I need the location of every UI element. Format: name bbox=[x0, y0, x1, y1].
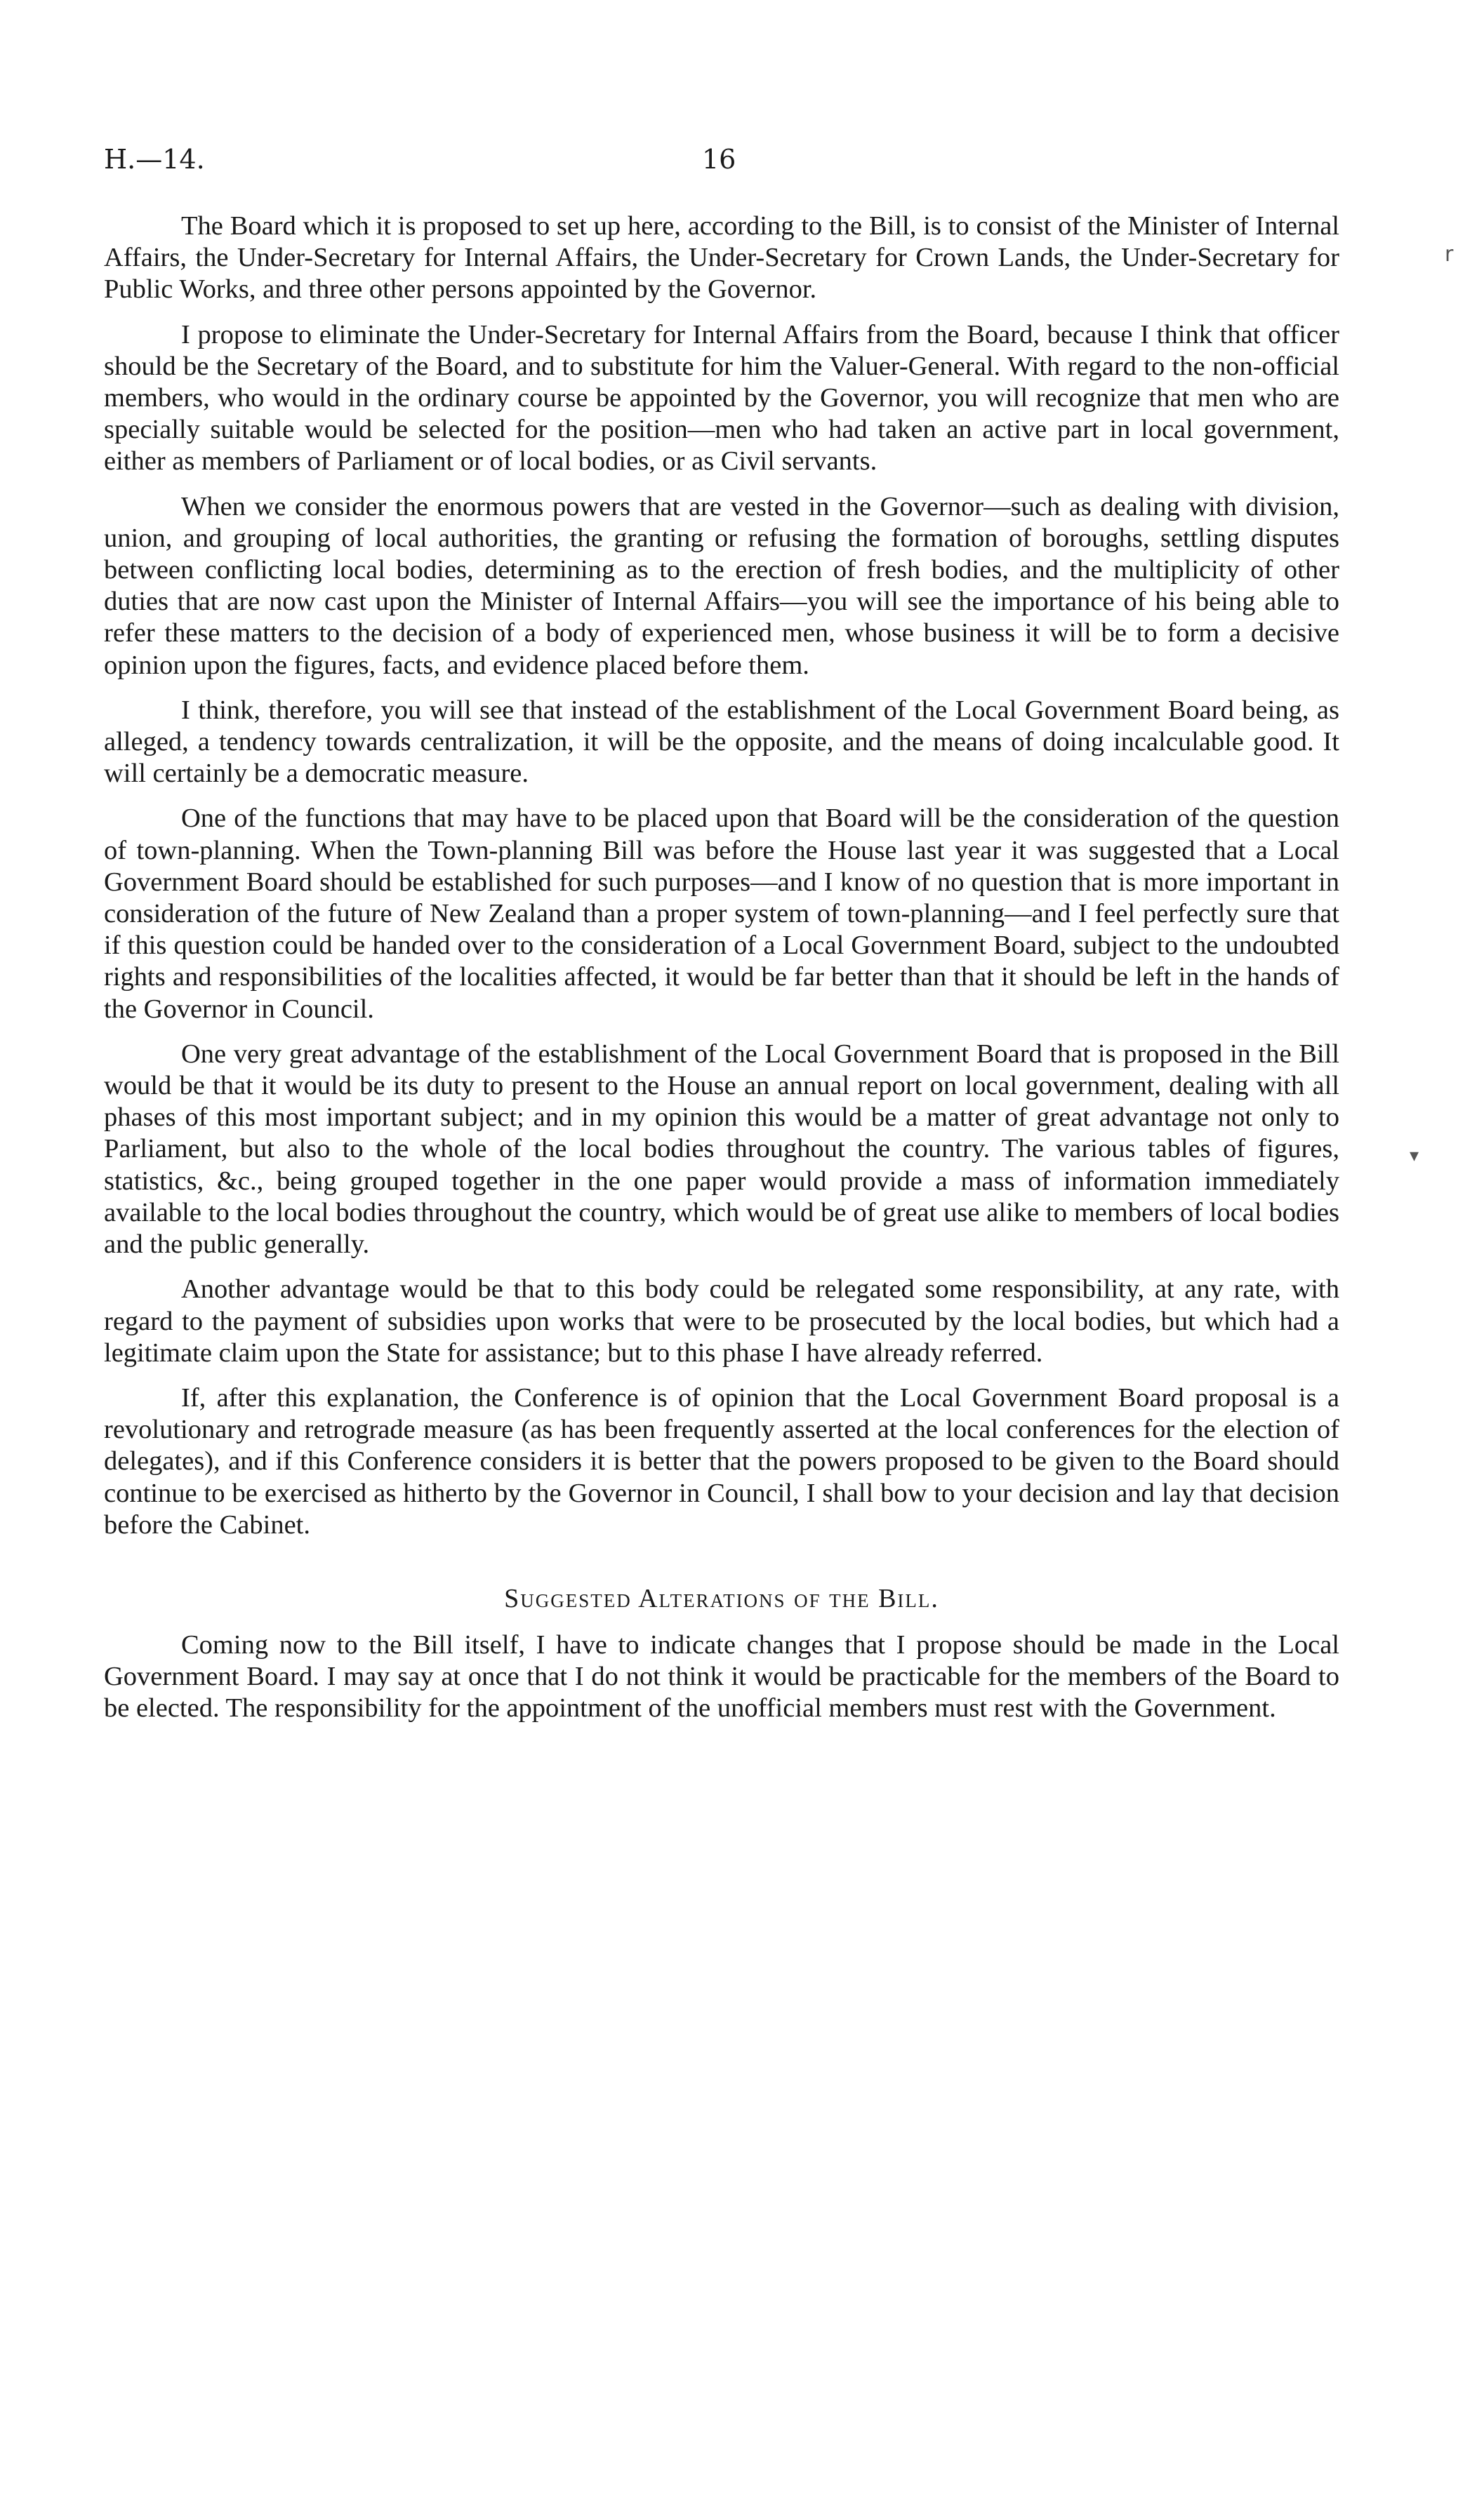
document-reference: H.—14. bbox=[104, 144, 205, 175]
paragraph-6: One very great advantage of the establishment of the Local Government Board that is proposed in the Bill would be that it would be its duty to present to the House an annual report on local government, dealing with all phases of this most important subject; and in my opinion this would be a matter of great advantage not only to Parliament, but also to the whole of the local bodies throughout the country. The various tables of figures, statistics, &c., being grouped together in the one paper would provide a mass of information immediately available to the local bodies throughout the country, which would be of great use alike to members of local bodies and the public generally. bbox=[104, 1039, 1339, 1260]
section-heading: Suggested Alterations of the Bill. bbox=[504, 1583, 939, 1613]
margin-mark-middle: ▾ bbox=[1410, 1145, 1419, 1166]
paragraph-1: The Board which it is proposed to set up here, according to the Bill, is to consist of the Minister of Internal Affairs, the Under-Secretary for Internal Affairs, the Under-Secretary for Crown Lands, the Under-Secretary for Public Works, and three other persons appointed by the Governor. bbox=[104, 211, 1339, 305]
page-number: 16 bbox=[702, 144, 736, 175]
paragraph-5: One of the functions that may have to be placed upon that Board will be the consideration of the question of town-planning. When the Town-planning Bill was before the House last year it was suggested that a Local Government Board should be established for such purposes—and I know of no question that is more important in consideration of the future of New Zealand than a proper system of town-planning—and I feel perfectly sure that if this question could be handed over to the consideration of a Local Government Board, subject to the undoubted rights and responsibilities of the localities affected, it would be far better than that it should be left in the hands of the Governor in Council. bbox=[104, 804, 1339, 1024]
section-paragraph-1: Coming now to the Bill itself, I have to indicate changes that I propose should be made in the Local Government Board. I may say at once that I do not think it would be practicable for the members of the Board to be elected. The responsibility for the appointment of the unofficial members must rest with the Government. bbox=[104, 1629, 1339, 1724]
paragraph-2: I propose to eliminate the Under-Secretary for Internal Affairs from the Board, because I think that officer should be the Secretary of the Board, and to substitute for him the Valuer-General. With regard to the non-official members, who would in the ordinary course be appointed by the Governor, you will recognize that men who are specially suitable would be selected for the position—men who had taken an active part in local government, either as members of Parliament or of local bodies, or as Civil servants. bbox=[104, 319, 1339, 476]
paragraph-8: If, after this explanation, the Conference is of opinion that the Local Government Board proposal is a revolutionary and retrograde measure (as has been frequently asserted at the local conferences for the election of delegates), and if this Conference considers it is better that the powers proposed to be given to the Board should continue to be exercised as hitherto by the Governor in Council, I shall bow to your decision and lay that decision before the Cabinet. bbox=[104, 1382, 1339, 1540]
paragraph-3: When we consider the enormous powers that are vested in the Governor—such as dealing with division, union, and grouping of local authorities, the granting or refusing the formation of boroughs, settling disputes between conflicting local bodies, determining as to the erection of fresh bodies, and the multiplicity of other duties that are now cast upon the Minister of Internal Affairs—you will see the importance of his being able to refer these matters to the decision of a body of experienced men, whose business it will be to form a decisive opinion upon the figures, facts, and evidence placed before them. bbox=[104, 491, 1339, 680]
document-body bbox=[104, 211, 1339, 1738]
paragraph-4: I think, therefore, you will see that instead of the establishment of the Local Government Board being, as alleged, a tendency towards centralization, it will be the opposite, and the means of doing incalculable good. It will certainly be a democratic measure. bbox=[104, 695, 1339, 789]
paragraph-7: Another advantage would be that to this body could be relegated some responsibility, at any rate, with regard to the payment of subsidies upon works that were to be prosecuted by the local bodies, but which had a legitimate claim upon the State for assistance; but to this phase I have already referred. bbox=[104, 1274, 1339, 1368]
margin-mark-top: r bbox=[1445, 242, 1454, 267]
page-header bbox=[104, 144, 1339, 186]
